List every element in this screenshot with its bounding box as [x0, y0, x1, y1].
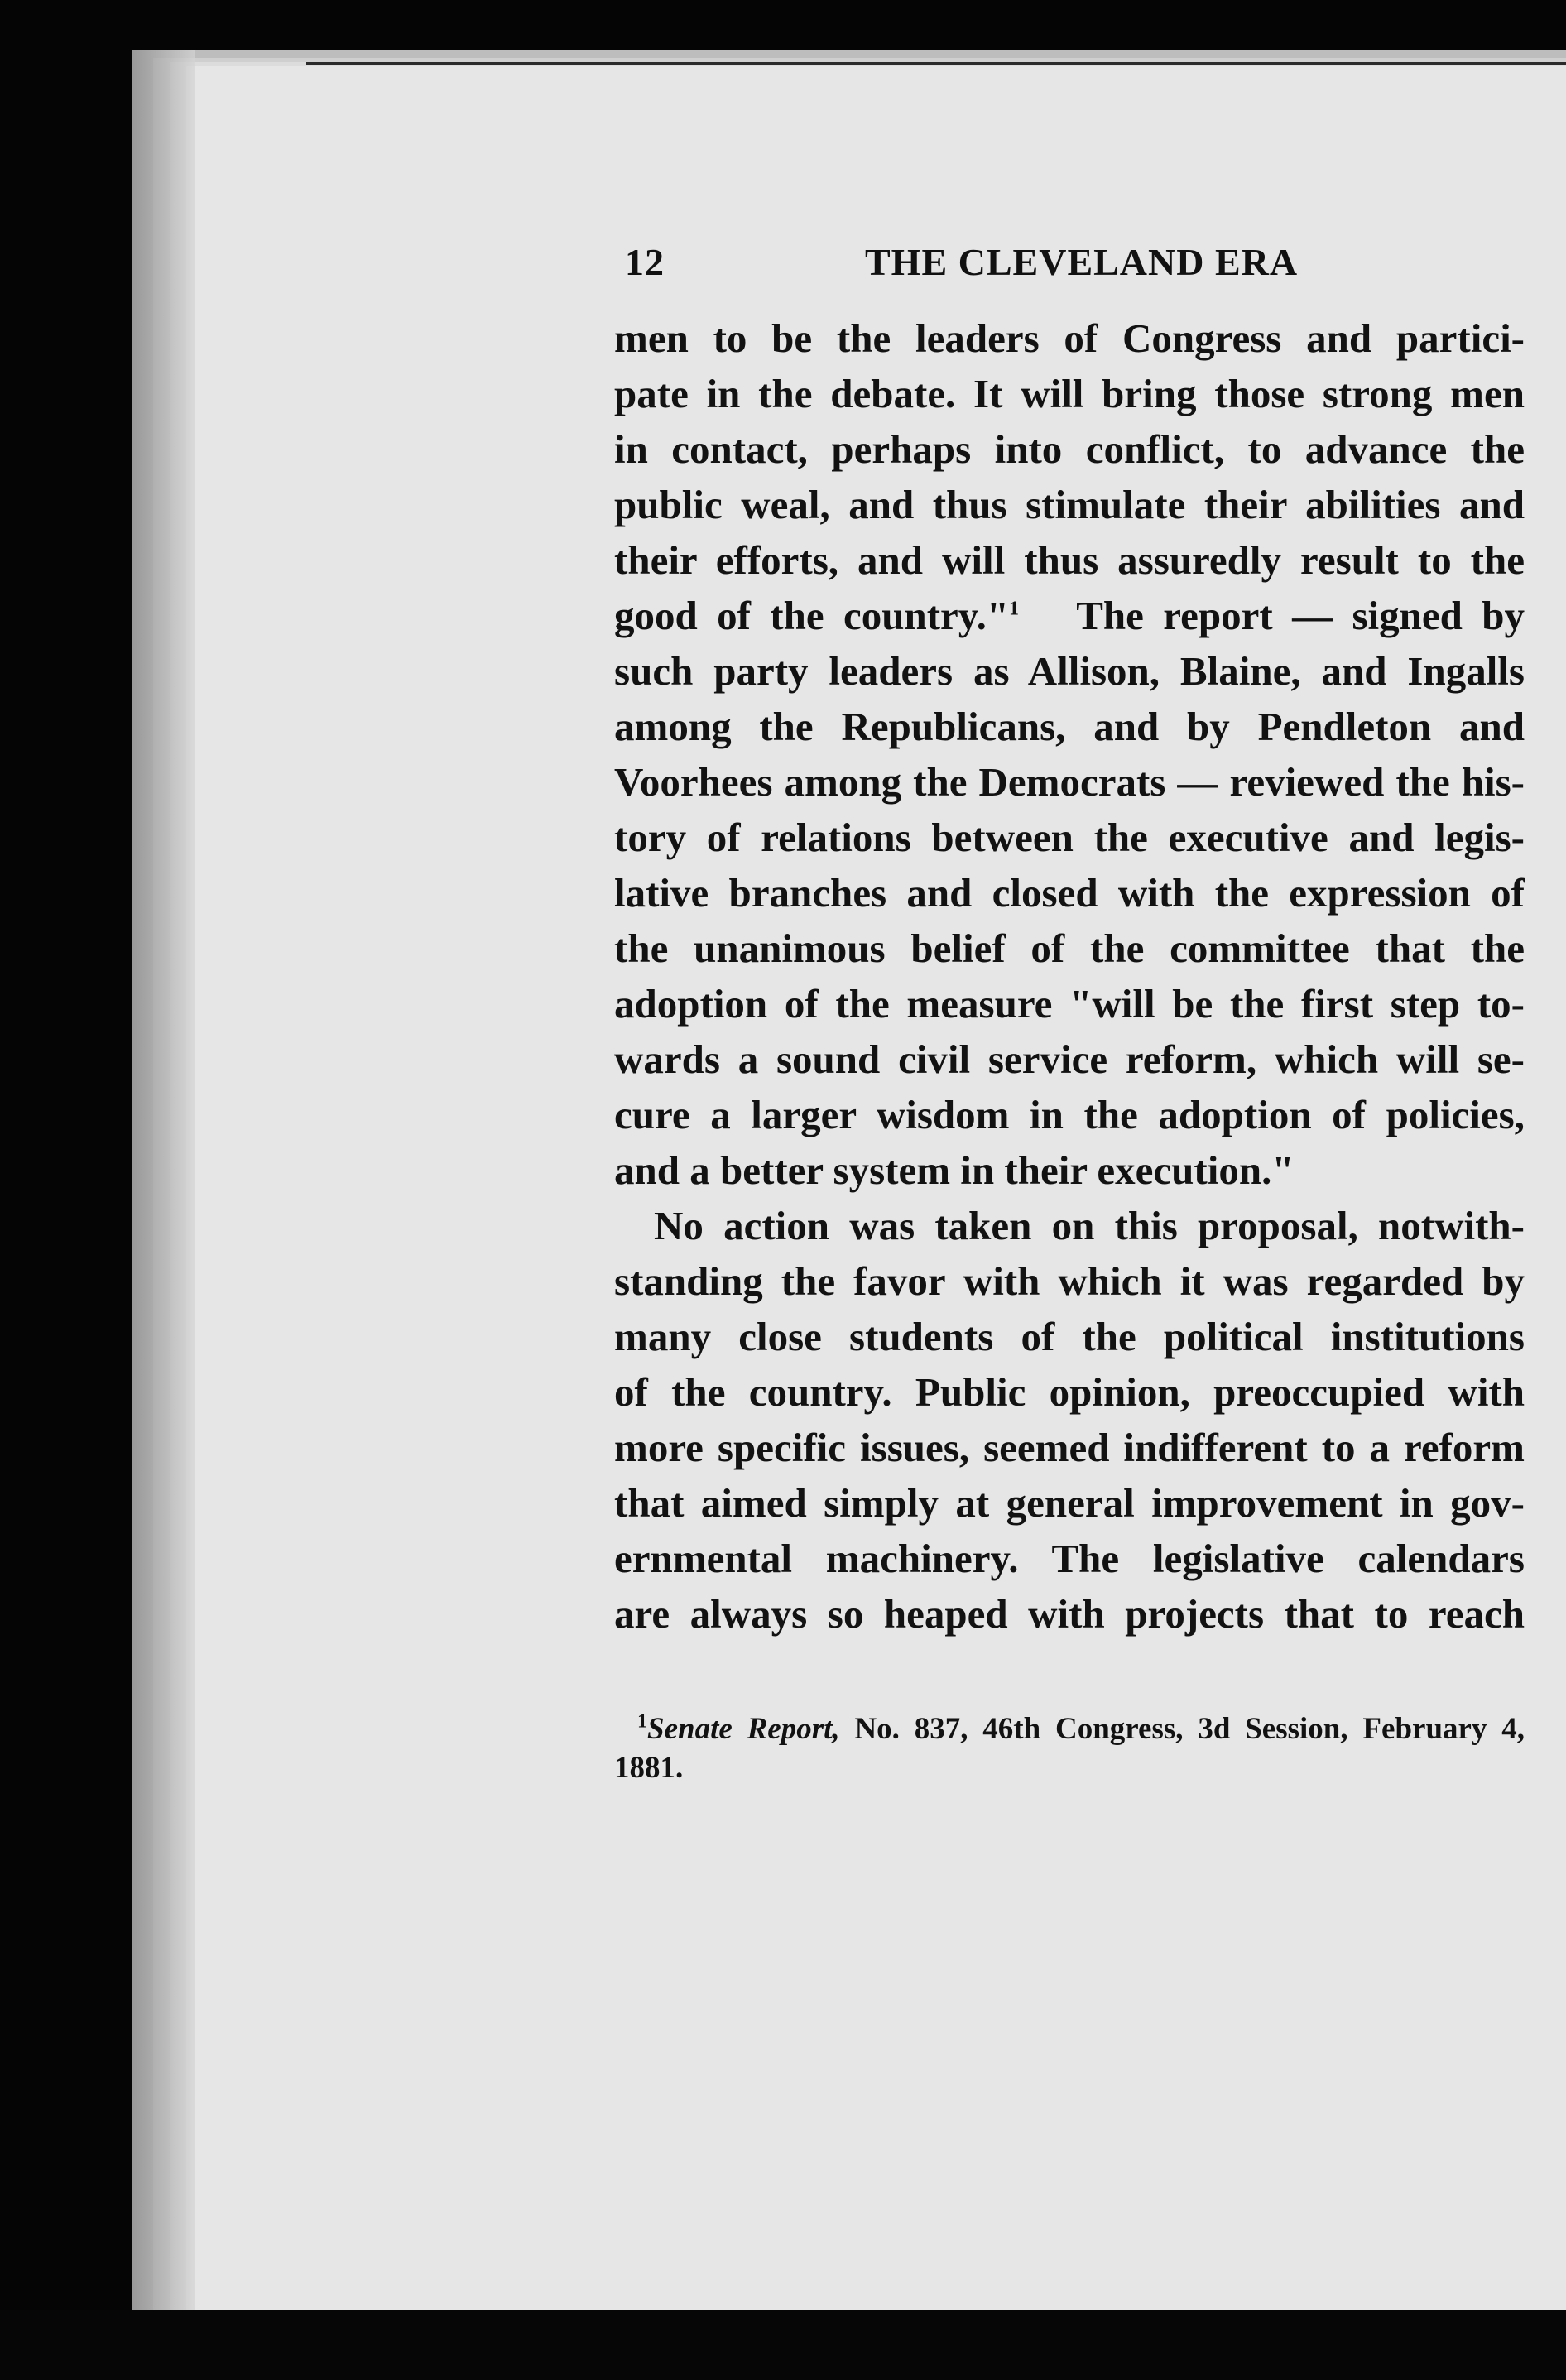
- text-line: and a better system in their execution.": [614, 1147, 1295, 1193]
- footnote: [614, 1709, 1525, 1787]
- running-head: THE CLEVELAND ERA: [865, 241, 1299, 283]
- text-line: cure a larger wisdom in the adoption of policies,: [614, 1092, 1525, 1137]
- text-line-part: The report — signed by: [1076, 593, 1525, 638]
- text-line: their efforts, and will thus assuredly result to the: [614, 537, 1525, 583]
- text-line: standing the favor with which it was regarded by: [614, 1258, 1525, 1304]
- text-line: public weal, and thus stimulate their abilities and: [614, 482, 1525, 527]
- text-line: of the country. Public opinion, preoccupied with: [614, 1369, 1525, 1415]
- text-line: are always so heaped with projects that to reach: [614, 1591, 1525, 1637]
- text-line-part: No action was taken on this proposal, notwith-: [654, 1203, 1525, 1248]
- text-line: wards a sound civil service reform, which will se-: [614, 1036, 1525, 1082]
- text-line: many close students of the political institutions: [614, 1314, 1525, 1359]
- text-line: tory of relations between the executive and legis-: [614, 815, 1525, 860]
- text-line: pate in the debate. It will bring those strong men: [614, 371, 1525, 416]
- text-line: ernmental machinery. The legislative calendars: [614, 1536, 1525, 1581]
- scan-bottom-edge: [0, 2310, 1566, 2380]
- footnote-line: [614, 1709, 1525, 1748]
- text-line: in contact, perhaps into conflict, to advance the: [614, 426, 1525, 472]
- text-line-part: good of the country.": [614, 593, 1010, 638]
- footnote-line: 1881.: [614, 1751, 684, 1785]
- text-line: Voorhees among the Democrats — reviewed the his-: [614, 759, 1525, 805]
- text-line: [614, 1198, 1525, 1253]
- footnote-reference: 1: [1009, 598, 1020, 620]
- text-line: that aimed simply at general improvement in gov-: [614, 1480, 1525, 1526]
- binding-shadow: [132, 50, 195, 2318]
- footnote-marker: 1: [637, 1710, 647, 1733]
- body-text: [614, 310, 1525, 1642]
- text-line: more specific issues, seemed indifferent to a reform: [614, 1425, 1525, 1470]
- text-line: adoption of the measure "will be the first step to-: [614, 981, 1525, 1027]
- text-line: lative branches and closed with the expression of: [614, 870, 1525, 916]
- page-number: 12: [625, 241, 665, 283]
- footnote-citation: No. 837, 46th Congress, 3d Session, February 4,: [854, 1712, 1525, 1746]
- page-header: [625, 240, 1502, 290]
- text-line: men to be the leaders of Congress and partici-: [614, 315, 1525, 361]
- footnote-source-title: Senate Report,: [647, 1712, 840, 1746]
- page-top-edge: [306, 62, 1566, 65]
- text-line: the unanimous belief of the committee that the: [614, 926, 1525, 971]
- text-line: such party leaders as Allison, Blaine, and Ingalls: [614, 648, 1525, 694]
- text-line: [614, 588, 1525, 643]
- text-line: among the Republicans, and by Pendleton and: [614, 704, 1525, 749]
